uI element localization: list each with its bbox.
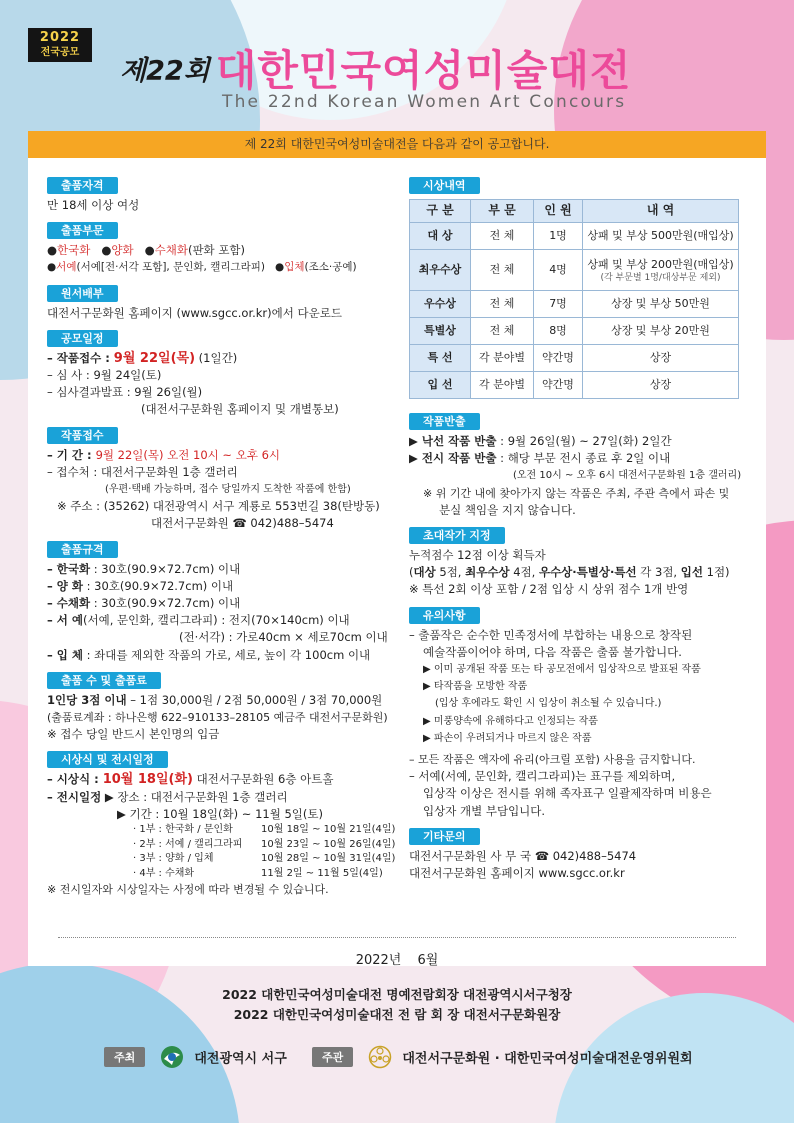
category-line: ●서예(서예[전·서각 포함], 문인화, 캘리그라피) ●입체(조소·공예) (47, 261, 357, 274)
table-row: 특별상 전 체 8명 상장 및 부상 20만원 (410, 318, 739, 345)
header (0, 0, 794, 130)
list-item: · 3부 : 양화 / 입체 10월 28일 ~ 10월 31일(4일) (133, 853, 396, 865)
table-row: 특 선 각 분야별 약간명 상장 (410, 345, 739, 372)
signatories: 2022 대한민국여성미술대전 명예전람회장 대전광역시서구청장 2022 대한민국여성미술대전 전 람 회 장 대전서구문화원장 (222, 987, 572, 1022)
section-title: 시상식 및 전시일정 (47, 751, 168, 768)
list-item: (입상 후에라도 확인 시 입상이 취소될 수 있습니다.) (435, 698, 662, 710)
section-awards (409, 177, 749, 399)
section-title: 기타문의 (409, 828, 480, 845)
section-application: 원서배부 대전서구문화원 홈페이지 (www.sgcc.or.kr)에서 다운로드 (47, 286, 342, 320)
list-item: ▶ 타작품을 모방한 작품 (423, 681, 528, 693)
section-schedule: 공모일정 – 작품접수 : 9월 22일(목) (1일간) – 심 사 : 9월 24일(토) – 심사결과발표 : 9월 26일(월) (대전서구문화원 홈페이지 및 개별통보) (47, 331, 339, 417)
section-fee: 출품 수 및 출품료 1인당 3점 이내 – 1점 30,000원 / 2점 50,000원 / 3점 70,000원 (출품료계좌 : 하나은행 622–910133–28105 예금주 대전서구문화원) ※ 접수 당일 반드시 본인명의 입금 (47, 673, 388, 742)
host: 주최 대전광역시 서구 (104, 1045, 287, 1069)
divider (58, 937, 736, 938)
notice-date: 2022년 6월 (355, 953, 439, 968)
page-title: 제22회 대한민국여성미술대전 (120, 46, 632, 95)
section-invited: 초대작가 지정 누적점수 12점 이상 획득자 (대상 5점, 최우수상 4점, 우수상·특별상·특선 각 3점, 입선 1점) ※ 특선 2회 이상 포함 / 2점 입상 시 상위 점수 1개 반영 (409, 529, 730, 597)
section-title: 원서배부 (47, 285, 118, 302)
notice-card (28, 131, 766, 966)
seogu-logo-icon (160, 1045, 184, 1069)
organizer: 주관 대전서구문화원 · 대한민국여성미술대전운영위원회 (312, 1045, 693, 1069)
section-ceremony: 시상식 및 전시일정 – 시상식 : 10월 18일(화) 대전서구문화원 6층 아트홀 – 전시일정 ▶ 장소 : 대전서구문화원 1층 갤러리 ▶ 기간 : 10월 18일(화) ~ 11월 5일(토) · 1부 : 한국화 / 문인화 10월 18일 ~ 10월 21일(4일) · 2부 : 서예 / 캘리그라피 10월 23일 ~ 10월 26일(4일) · 3부 : 양화 / 입체 10월 28일 ~ 10월 31일(4일) · 4부 : 수채화 11월 2일 ~ 11월 5일(4일) ※ 전시일자와 시상일자는 사정에 따라 변경될 수 있습니다. (47, 753, 396, 897)
table-row: 최우수상 전 체 4명 상패 및 부상 200만원(매입상) (각 부문별 1명/대상부문 제외) (410, 250, 739, 291)
page-subtitle: The 22nd Korean Women Art Concours (222, 92, 627, 112)
category-line: ●한국화 ●양화 ●수채화(판화 포함) (47, 243, 246, 258)
list-item: · 2부 : 서예 / 캘리그라피 10월 23일 ~ 10월 26일(4일) (133, 838, 396, 850)
section-specs: 출품규격 – 한국화 : 30호(90.9×72.7cm) 이내 – 양 화 : 30호(90.9×72.7cm) 이내 – 수채화 : 30호(90.9×72.7cm) 이내 – 서 예(서예, 문인화, 캘리그라피) : 전지(70×140cm) 이내 (전·서각) : 가로40cm × 세로70cm 이내 – 입 체 : 좌대를 제외한 작품의 가로, 세로, 높이 각 100cm 이내 (47, 542, 388, 662)
announcement-banner: 제 22회 대한민국여성미술대전을 다음과 같이 공고합니다. (28, 131, 766, 158)
section-title: 출품자격 (47, 177, 118, 194)
right-column (409, 177, 749, 890)
table-row: 대 상 전 체 1명 상패 및 부상 500만원(매입상) (410, 223, 739, 250)
section-title: 출품부문 (47, 222, 118, 239)
section-submission: 작품접수 – 기 간 : 9월 22일(목) 오전 10시 ~ 오후 6시 – 접수처 : 대전서구문화원 1층 갤러리 (우편·택배 가능하며, 접수 당일까지 도착한 작품에 한함) ※ 주소 : (35262) 대전광역시 서구 계룡로 553번길 38(탄방동) 대전서구문화원 ☎ 042)488–5474 (47, 428, 380, 531)
awards-table: 구 분 부 문 인 원 내 역 대 상 전 체 1명 상패 및 부상 500만원(매입상) 최우수상 전 체 4명 상패 및 부상 200만원(매입상) (각 부문별 1명/대상부문 제외) 우수상 전 체 7명 상장 및 부상 50만원 특별상 전 체 8명 상장 및 부상 20만원 특 선 각 분야별 약간명 상장 입 선 각 분야별 약간명 상장 (409, 199, 739, 399)
list-item: ▶ 이미 공개된 작품 또는 타 공모전에서 입상작으로 발표된 작품 (423, 664, 701, 676)
section-title: 초대작가 지정 (409, 527, 505, 544)
culture-center-emblem-icon (368, 1045, 392, 1069)
year-badge: 2022 전국공모 (28, 28, 92, 62)
list-item: · 4부 : 수채화 11월 2일 ~ 11월 5일(4일) (133, 867, 383, 879)
section-eligibility: 출품자격 만 18세 이상 여성 (47, 179, 140, 212)
section-title: 출품규격 (47, 541, 118, 558)
table-row: 우수상 전 체 7명 상장 및 부상 50만원 (410, 291, 739, 318)
section-contact: 기타문의 대전서구문화원 사 무 국 ☎ 042)488–5474 대전서구문화원 홈페이지 www.sgcc.or.kr (409, 829, 637, 881)
left-column (47, 177, 403, 906)
section-title: 출품 수 및 출품료 (47, 672, 161, 689)
section-return: 작품반출 ▶ 낙선 작품 반출 : 9월 26일(월) ~ 27일(화) 2일간 ▶ 전시 작품 반출 : 해당 부문 전시 종료 후 2일 이내 (오전 10시 ~ 오후 6시 대전서구문화원 1층 갤러리) ※ 위 기간 내에 찾아가지 않는 작품은 주최, 주관 측에서 파손 및 분실 책임을 지지 않습니다. (409, 415, 742, 517)
section-title: 작품반출 (409, 413, 480, 430)
section-title: 공모일정 (47, 330, 118, 347)
section-title: 작품접수 (47, 427, 118, 444)
table-row: 입 선 각 분야별 약간명 상장 (410, 372, 739, 399)
section-caution: 유의사항 – 출품작은 순수한 민족정서에 부합하는 내용으로 창작된 예술작품이어야 하며, 다음 작품은 출품 불가합니다. ▶ 이미 공개된 작품 또는 타 공모전에서 입상작으로 발표된 작품 ▶ 타작품을 모방한 작품 (입상 후에라도 확인 시 입상이 취소될 수 있습니다.) ▶ 미풍양속에 유해하다고 인정되는 작품 ▶ 파손이 우려되거나 마르지 않은 작품 – 모든 작품은 액자에 유리(아크릴 포함) 사용을 금지합니다. – 서예(서예, 문인화, 캘리그라피)는 표구를 제외하며, 입상작 이상은 전시를 위해 족자표구 일괄제작하며 비용은 입상자 개별 부담입니다. (409, 607, 749, 820)
section-categories (47, 222, 403, 276)
exhibition-parts (47, 823, 395, 881)
list-item: ▶ 미풍양속에 유해하다고 인정되는 작품 (423, 715, 598, 727)
list-item: ▶ 파손이 우려되거나 마르지 않은 작품 (423, 732, 592, 744)
section-title: 유의사항 (409, 607, 480, 624)
section-title: 시상내역 (409, 177, 480, 194)
list-item: · 1부 : 한국화 / 문인화 10월 18일 ~ 10월 21일(4일) (133, 824, 396, 836)
